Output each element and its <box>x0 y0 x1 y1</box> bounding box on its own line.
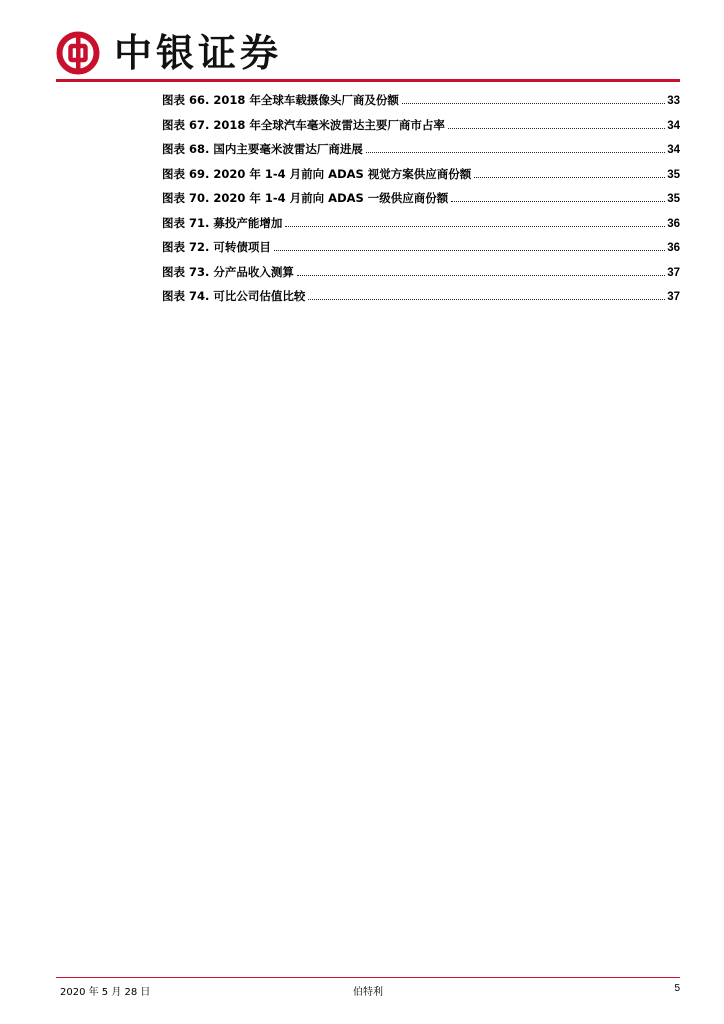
toc-leader-dots <box>274 250 665 251</box>
toc-leader-dots <box>474 177 665 178</box>
toc-leader-dots <box>402 103 665 104</box>
footer-divider <box>56 977 680 978</box>
toc-entry-label: 图表 68. 国内主要毫米波雷达厂商进展 <box>162 142 363 156</box>
toc-entry-page: 33 <box>667 95 680 107</box>
toc-entry-label: 图表 72. 可转债项目 <box>162 240 271 254</box>
toc-leader-dots <box>297 275 665 276</box>
toc-entry[interactable] <box>162 239 680 264</box>
figure-index-list <box>162 92 680 313</box>
toc-entry[interactable] <box>162 190 680 215</box>
toc-leader-dots <box>308 299 665 300</box>
toc-entry-page: 34 <box>667 144 680 156</box>
toc-entry-page: 35 <box>667 168 680 181</box>
toc-entry[interactable] <box>162 141 680 166</box>
toc-entry[interactable] <box>162 92 680 117</box>
toc-entry[interactable] <box>162 264 680 289</box>
toc-leader-dots <box>451 201 665 202</box>
footer-page-number: 5 <box>674 983 680 994</box>
footer <box>56 983 680 999</box>
toc-entry-page: 35 <box>667 193 680 205</box>
toc-entry[interactable] <box>162 215 680 240</box>
toc-entry-label: 图表 73. 分产品收入测算 <box>162 264 294 279</box>
toc-entry-label: 图表 70. 2020 年 1-4 月前向 ADAS 一级供应商份额 <box>162 191 449 205</box>
toc-leader-dots <box>448 128 665 129</box>
header <box>56 30 282 76</box>
toc-entry[interactable] <box>162 288 680 313</box>
toc-entry-label: 图表 69. 2020 年 1-4 月前向 ADAS 视觉方案供应商份额 <box>162 166 472 181</box>
bank-of-china-logo-icon <box>56 31 100 75</box>
toc-entry-page: 36 <box>667 242 680 254</box>
toc-entry-page: 34 <box>667 119 680 132</box>
toc-entry-page: 36 <box>667 217 680 230</box>
toc-entry-label: 图表 66. 2018 年全球车载摄像头厂商及份额 <box>162 93 399 107</box>
toc-entry-page: 37 <box>667 291 680 303</box>
toc-entry[interactable] <box>162 117 680 142</box>
toc-leader-dots <box>366 152 665 153</box>
toc-leader-dots <box>285 226 665 227</box>
brand-name: 中银证券 <box>114 30 283 75</box>
footer-date: 2020 年 5 月 28 日 <box>60 987 151 998</box>
toc-entry-label: 图表 71. 募投产能增加 <box>162 215 283 230</box>
toc-entry-label: 图表 67. 2018 年全球汽车毫米波雷达主要厂商市占率 <box>162 117 445 132</box>
toc-entry[interactable] <box>162 166 680 191</box>
toc-entry-label: 图表 74. 可比公司估值比较 <box>162 289 306 303</box>
toc-entry-page: 37 <box>667 266 680 279</box>
header-divider <box>56 79 680 82</box>
footer-company-name: 伯特利 <box>353 987 383 998</box>
